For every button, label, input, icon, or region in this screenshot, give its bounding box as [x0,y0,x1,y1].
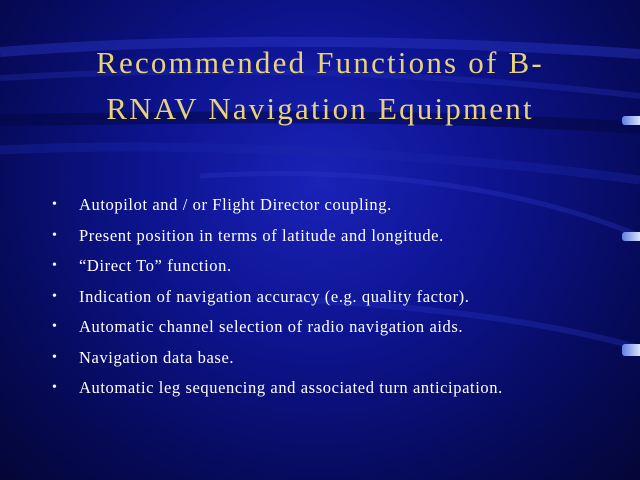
bullet-icon: • [52,227,58,243]
list-item [52,221,622,252]
bullet-list [52,190,622,404]
bullet-icon: • [52,197,58,212]
decorative-edge-mark [622,116,640,125]
list-item [52,251,622,282]
list-item-text: “Direct To” function. [79,256,232,275]
slide-title [40,40,600,132]
slide-title-line-1: Recommended Functions of B- [96,45,544,80]
bullet-icon: • [52,380,58,395]
list-item [52,343,622,374]
list-item-text: Automatic leg sequencing and associated turn anticipation. [79,378,503,397]
bullet-icon: • [52,319,58,334]
list-item [52,190,622,221]
list-item-text: Present position in terms of latitude and longitude. [79,225,444,245]
decorative-edge-mark [622,232,640,241]
list-item [52,282,622,313]
list-item [52,373,622,404]
list-item-text: Navigation data base. [79,347,235,367]
decorative-edge-mark [622,344,640,356]
slide-title-line-2: RNAV Navigation Equipment [106,91,534,126]
bullet-icon: • [52,349,58,365]
bullet-icon: • [52,258,58,273]
list-item [52,312,622,343]
list-item-text: Automatic channel selection of radio navigation aids. [79,317,464,336]
list-item-text: Autopilot and / or Flight Director coupling. [79,195,392,214]
bullet-icon: • [52,288,58,304]
list-item-text: Indication of navigation accuracy (e.g. quality factor). [79,286,470,306]
